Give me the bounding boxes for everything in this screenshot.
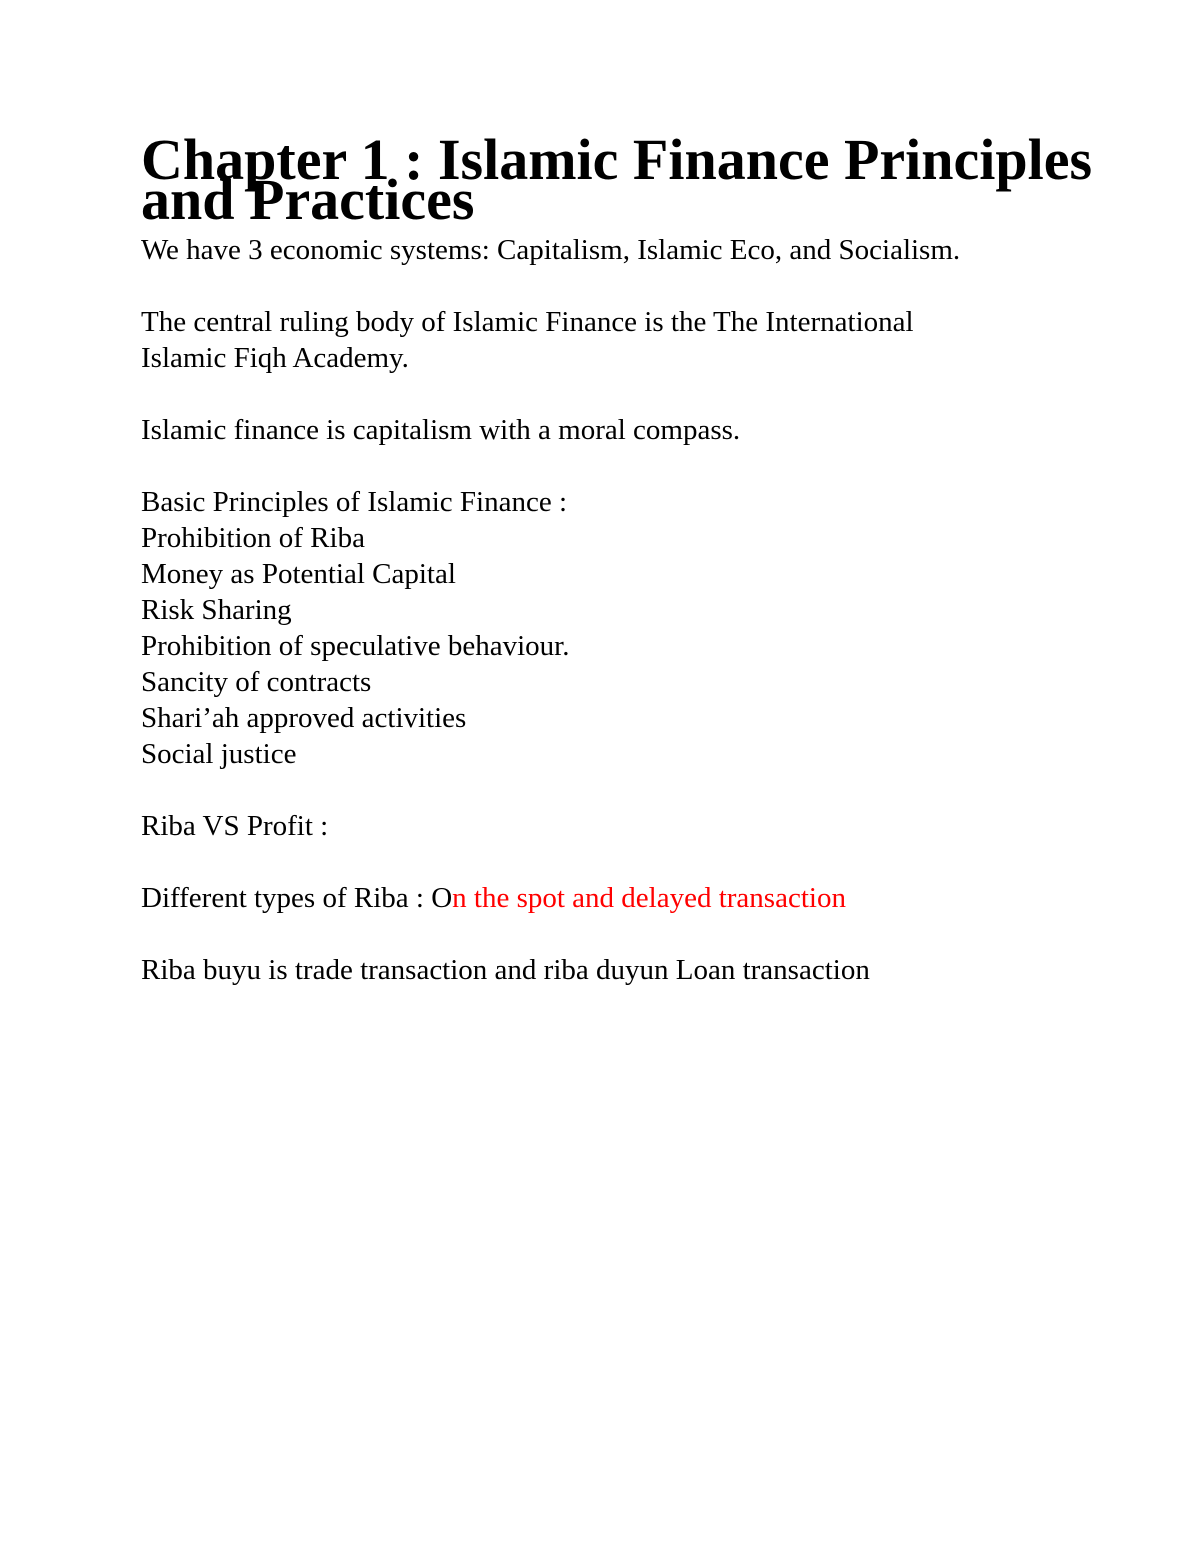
spacer bbox=[141, 772, 1101, 808]
types-of-riba-highlight: n the spot and delayed transaction bbox=[452, 882, 846, 914]
paragraph-economic-systems: We have 3 economic systems: Capitalism, Islamic Eco, and Socialism. bbox=[141, 234, 961, 266]
types-of-riba-prefix: Different types of Riba : O bbox=[141, 882, 453, 914]
spacer bbox=[141, 844, 1101, 880]
paragraph-ruling-body-line2: Islamic Fiqh Academy. bbox=[141, 342, 409, 374]
list-item: Prohibition of speculative behaviour. bbox=[141, 630, 570, 662]
list-item: Social justice bbox=[141, 738, 297, 770]
chapter-title: Chapter 1 : Islamic Finance Principles and Practices bbox=[141, 127, 1093, 232]
document-body bbox=[141, 127, 1101, 988]
spacer bbox=[141, 376, 1101, 412]
principles-list bbox=[141, 520, 1101, 772]
spacer bbox=[141, 916, 1101, 952]
list-item: Prohibition of Riba bbox=[141, 522, 365, 554]
list-item: Shari’ah approved activities bbox=[141, 702, 467, 734]
paragraph-ruling-body-line1: The central ruling body of Islamic Finance is the The International bbox=[141, 306, 914, 338]
principles-heading: Basic Principles of Islamic Finance : bbox=[141, 486, 568, 518]
riba-vs-profit-heading: Riba VS Profit : bbox=[141, 810, 329, 842]
paragraph-types-of-riba bbox=[141, 880, 1101, 916]
spacer bbox=[141, 448, 1101, 484]
paragraph-moral-compass: Islamic finance is capitalism with a moral compass. bbox=[141, 414, 741, 446]
spacer bbox=[141, 268, 1101, 304]
list-item: Sancity of contracts bbox=[141, 666, 372, 698]
paragraph-riba-buyu: Riba buyu is trade transaction and riba duyun Loan transaction bbox=[141, 954, 870, 986]
list-item: Money as Potential Capital bbox=[141, 558, 456, 590]
list-item: Risk Sharing bbox=[141, 594, 292, 626]
